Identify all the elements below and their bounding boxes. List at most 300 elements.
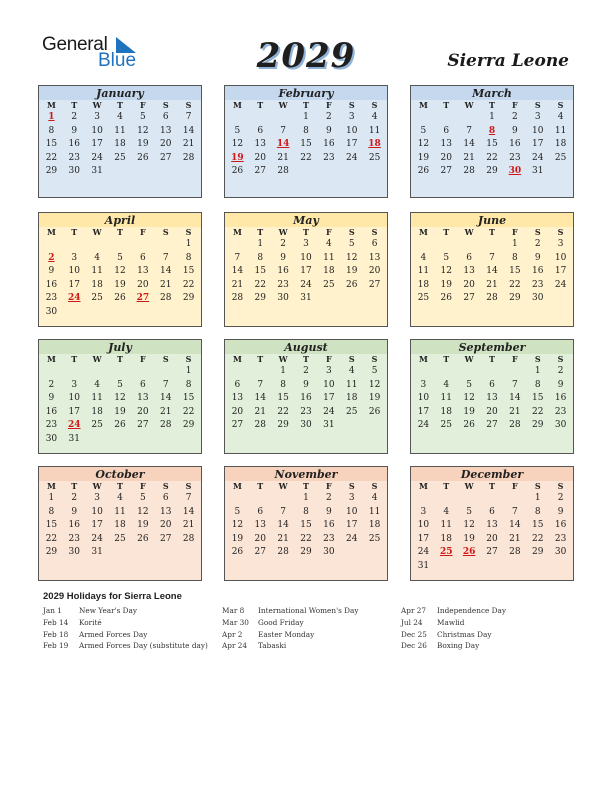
weekday-header-row xyxy=(39,227,201,238)
day-cell: 30 xyxy=(45,306,58,317)
day-cell: 6 xyxy=(466,252,472,263)
day-cell: 18 xyxy=(554,139,567,150)
day-cell: 12 xyxy=(114,266,126,277)
month-march xyxy=(410,85,574,198)
weekday-header: W xyxy=(278,481,288,491)
day-cell: 16 xyxy=(323,520,335,531)
day-cell: 27 xyxy=(440,166,452,177)
weekday-header: T xyxy=(303,481,309,491)
day-cell: 29 xyxy=(531,420,544,431)
weekday-header: F xyxy=(512,354,518,364)
holiday-date: 24 xyxy=(68,420,81,431)
day-cell: 4 xyxy=(348,366,355,376)
day-cell: 8 xyxy=(48,125,55,136)
day-cell: 23 xyxy=(277,279,289,290)
weekday-header: S xyxy=(557,100,564,110)
holiday-name: Armed Forces Day (substitute day) xyxy=(79,641,208,651)
day-cell: 5 xyxy=(420,125,427,136)
day-cell: 17 xyxy=(345,139,358,150)
weekday-header: M xyxy=(232,100,242,110)
empty-day-cell xyxy=(481,238,504,252)
day-cell: 5 xyxy=(348,239,355,249)
country-name: Sierra Leone xyxy=(447,51,569,71)
day-cell: 20 xyxy=(231,406,244,417)
month-september xyxy=(410,339,574,454)
weekday-header: M xyxy=(232,227,242,237)
day-cell: 14 xyxy=(254,393,266,404)
day-cell: 3 xyxy=(557,239,564,249)
empty-day-cell xyxy=(503,365,526,379)
day-cell: 3 xyxy=(348,493,355,503)
day-grid xyxy=(411,365,573,433)
day-cell: 20 xyxy=(486,406,498,417)
day-cell: 10 xyxy=(323,379,335,390)
day-cell: 23 xyxy=(323,152,335,163)
day-cell: 29 xyxy=(45,166,58,177)
day-cell: 23 xyxy=(554,406,567,417)
day-cell: 22 xyxy=(182,279,195,290)
holiday-date-label: Feb 19 xyxy=(43,641,69,651)
holiday-list-item xyxy=(401,629,506,641)
day-cell: 24 xyxy=(554,279,567,290)
day-cell: 18 xyxy=(368,520,381,531)
holiday-date: 14 xyxy=(276,139,290,150)
weekday-header: S xyxy=(371,227,378,237)
day-cell: 3 xyxy=(420,506,427,517)
day-cell: 18 xyxy=(345,393,358,404)
day-cell: 15 xyxy=(45,520,58,531)
day-cell: 18 xyxy=(91,406,103,417)
weekday-header: T xyxy=(489,100,495,110)
weekday-header: T xyxy=(489,481,495,491)
month-title: June xyxy=(411,213,573,227)
day-cell: 14 xyxy=(182,125,195,136)
day-grid xyxy=(411,238,573,306)
weekday-header: W xyxy=(92,100,102,110)
day-cell: 20 xyxy=(159,139,172,150)
day-cell: 30 xyxy=(323,547,335,558)
weekday-header: W xyxy=(278,100,288,110)
day-cell: 12 xyxy=(231,139,244,150)
weekday-header: S xyxy=(557,227,564,237)
day-cell: 14 xyxy=(509,520,521,531)
day-cell: 16 xyxy=(277,266,289,277)
weekday-header: S xyxy=(348,481,355,491)
weekday-header: S xyxy=(185,100,192,110)
month-title: May xyxy=(225,213,387,227)
day-cell: 27 xyxy=(463,293,475,304)
weekday-header: S xyxy=(534,227,541,237)
day-cell: 13 xyxy=(486,393,498,404)
holiday-date: 24 xyxy=(68,293,81,304)
day-cell: 29 xyxy=(531,547,544,558)
day-cell: 5 xyxy=(117,252,123,263)
day-cell: 28 xyxy=(231,293,244,304)
holiday-name: Easter Monday xyxy=(258,629,315,639)
day-cell: 29 xyxy=(277,420,289,431)
empty-day-cell xyxy=(63,238,86,252)
month-title: December xyxy=(411,467,573,481)
calendar-year-title: 2029 xyxy=(256,36,356,76)
day-cell: 1 xyxy=(185,239,192,249)
day-cell: 25 xyxy=(114,533,126,544)
day-cell: 22 xyxy=(531,406,544,417)
day-cell: 2 xyxy=(71,493,78,503)
holiday-date: 30 xyxy=(508,166,522,177)
day-cell: 22 xyxy=(531,533,544,544)
day-cell: 8 xyxy=(185,252,192,263)
weekday-header: W xyxy=(464,481,474,491)
day-cell: 6 xyxy=(234,379,241,390)
day-cell: 11 xyxy=(440,520,452,531)
day-cell: 3 xyxy=(71,379,78,390)
holiday-column xyxy=(401,605,506,652)
day-cell: 22 xyxy=(45,152,58,163)
weekday-header: M xyxy=(418,100,428,110)
day-cell: 4 xyxy=(443,506,450,517)
day-cell: 5 xyxy=(117,379,123,390)
day-cell: 21 xyxy=(277,533,289,544)
day-cell: 9 xyxy=(557,506,564,517)
holiday-date: 2 xyxy=(48,252,55,263)
day-cell: 31 xyxy=(300,293,312,304)
weekday-header-row xyxy=(39,354,201,365)
day-cell: 22 xyxy=(45,533,58,544)
empty-day-cell xyxy=(412,238,435,252)
month-title: February xyxy=(225,86,387,100)
day-cell: 11 xyxy=(368,125,381,136)
weekday-header: M xyxy=(46,227,56,237)
day-cell: 19 xyxy=(114,406,126,417)
month-title: April xyxy=(39,213,201,227)
day-cell: 4 xyxy=(371,493,378,503)
day-cell: 14 xyxy=(463,139,475,150)
day-cell: 14 xyxy=(159,266,172,277)
day-cell: 30 xyxy=(277,293,289,304)
day-cell: 16 xyxy=(531,266,544,277)
day-cell: 31 xyxy=(531,166,544,177)
day-cell: 1 xyxy=(303,493,309,503)
day-cell: 14 xyxy=(509,393,521,404)
day-cell: 21 xyxy=(254,406,266,417)
day-cell: 27 xyxy=(159,533,172,544)
holiday-list-item xyxy=(401,640,506,652)
day-cell: 14 xyxy=(182,506,195,517)
empty-day-cell xyxy=(131,365,154,379)
day-cell: 15 xyxy=(486,139,498,150)
day-cell: 1 xyxy=(303,112,309,122)
weekday-header: S xyxy=(162,100,169,110)
weekday-header: W xyxy=(278,227,288,237)
month-title: January xyxy=(39,86,201,100)
day-cell: 26 xyxy=(114,420,126,431)
day-cell: 18 xyxy=(114,520,126,531)
weekday-header: M xyxy=(46,481,56,491)
weekday-header: S xyxy=(557,481,564,491)
holiday-name: Boxing Day xyxy=(437,641,480,651)
day-cell: 17 xyxy=(417,533,430,544)
day-cell: 25 xyxy=(368,152,381,163)
day-grid xyxy=(225,492,387,560)
day-cell: 5 xyxy=(139,112,146,122)
empty-day-cell xyxy=(109,238,132,252)
day-cell: 12 xyxy=(463,393,475,404)
day-grid xyxy=(39,111,201,179)
weekday-header: T xyxy=(257,481,264,491)
weekday-header: T xyxy=(117,481,123,491)
day-cell: 11 xyxy=(345,379,358,390)
weekday-header: S xyxy=(534,481,541,491)
empty-day-cell xyxy=(226,111,249,125)
day-cell: 16 xyxy=(68,520,80,531)
weekday-header: T xyxy=(117,100,123,110)
day-cell: 7 xyxy=(280,125,286,136)
weekday-header: W xyxy=(92,227,102,237)
weekday-header: M xyxy=(418,227,428,237)
day-cell: 9 xyxy=(325,506,332,517)
day-cell: 11 xyxy=(440,393,452,404)
day-cell: 30 xyxy=(554,547,567,558)
holiday-list-item xyxy=(222,617,358,629)
day-cell: 26 xyxy=(114,293,126,304)
day-cell: 4 xyxy=(443,379,450,390)
day-cell: 21 xyxy=(182,139,195,150)
weekday-header: F xyxy=(140,100,146,110)
day-cell: 3 xyxy=(94,493,100,503)
day-grid xyxy=(39,492,201,560)
day-cell: 24 xyxy=(417,420,430,431)
day-cell: 28 xyxy=(277,166,289,177)
weekday-header-row xyxy=(225,100,387,111)
day-cell: 4 xyxy=(557,112,564,122)
day-cell: 2 xyxy=(325,112,332,122)
holidays-heading: 2029 Holidays for Sierra Leone xyxy=(43,591,182,602)
day-cell: 11 xyxy=(554,125,567,136)
day-cell: 3 xyxy=(303,239,309,249)
weekday-header: T xyxy=(257,100,264,110)
day-cell: 24 xyxy=(417,547,430,558)
day-cell: 21 xyxy=(509,406,521,417)
day-cell: 4 xyxy=(117,493,123,503)
day-cell: 26 xyxy=(345,279,358,290)
holiday-name: Mawlid xyxy=(437,617,465,627)
holiday-list-item xyxy=(43,617,208,629)
holiday-date-label: Jan 1 xyxy=(43,606,62,615)
day-cell: 2 xyxy=(303,366,309,376)
month-january xyxy=(38,85,202,198)
day-cell: 30 xyxy=(68,166,80,177)
day-cell: 21 xyxy=(182,520,195,531)
logo-word-blue: Blue xyxy=(98,50,137,71)
holiday-name: Armed Forces Day xyxy=(79,629,148,639)
day-cell: 26 xyxy=(417,166,430,177)
holiday-name: Tabaski xyxy=(258,641,287,651)
day-cell: 1 xyxy=(534,493,541,503)
day-cell: 29 xyxy=(509,293,521,304)
day-cell: 27 xyxy=(486,547,498,558)
day-cell: 27 xyxy=(486,420,498,431)
day-cell: 7 xyxy=(185,112,192,122)
day-cell: 4 xyxy=(325,239,332,249)
day-cell: 5 xyxy=(443,252,450,263)
day-cell: 11 xyxy=(417,266,430,277)
day-cell: 8 xyxy=(511,252,518,263)
day-cell: 13 xyxy=(486,520,498,531)
day-cell: 7 xyxy=(280,506,286,517)
empty-day-cell xyxy=(40,365,63,379)
day-cell: 15 xyxy=(277,393,289,404)
holiday-name: New Year's Day xyxy=(79,606,138,615)
holiday-date-label: Dec 25 xyxy=(401,629,427,639)
day-cell: 9 xyxy=(48,393,55,404)
holiday-list-item xyxy=(43,640,208,652)
month-november xyxy=(224,466,388,581)
month-july xyxy=(38,339,202,454)
day-cell: 1 xyxy=(48,493,55,503)
day-cell: 8 xyxy=(534,379,541,390)
weekday-header: F xyxy=(326,354,332,364)
day-cell: 14 xyxy=(231,266,244,277)
day-cell: 19 xyxy=(114,279,126,290)
day-grid xyxy=(39,238,201,320)
holiday-date: 26 xyxy=(462,547,476,558)
empty-day-cell xyxy=(412,111,435,125)
day-cell: 15 xyxy=(531,393,544,404)
day-cell: 29 xyxy=(182,420,195,431)
weekday-header: T xyxy=(71,227,78,237)
day-cell: 24 xyxy=(531,152,544,163)
day-cell: 23 xyxy=(45,293,58,304)
weekday-header: F xyxy=(512,100,518,110)
month-december xyxy=(410,466,574,581)
weekday-header: M xyxy=(418,354,428,364)
holiday-list-item xyxy=(222,640,358,652)
day-cell: 13 xyxy=(440,139,452,150)
day-cell: 19 xyxy=(368,393,381,404)
day-cell: 7 xyxy=(466,125,472,136)
day-cell: 20 xyxy=(254,152,266,163)
month-title: October xyxy=(39,467,201,481)
day-cell: 25 xyxy=(440,420,452,431)
day-cell: 13 xyxy=(254,520,266,531)
empty-day-cell xyxy=(249,111,272,125)
weekday-header: F xyxy=(326,227,332,237)
day-cell: 4 xyxy=(371,112,378,122)
holiday-name: Christmas Day xyxy=(437,629,492,639)
month-may xyxy=(224,212,388,327)
weekday-header-row xyxy=(411,100,573,111)
day-cell: 5 xyxy=(371,366,378,376)
weekday-header: T xyxy=(117,227,123,237)
weekday-header: S xyxy=(557,354,564,364)
holiday-date-label: Jul 24 xyxy=(401,617,423,627)
weekday-header: S xyxy=(348,227,355,237)
empty-day-cell xyxy=(481,492,504,506)
day-cell: 22 xyxy=(486,152,498,163)
weekday-header: T xyxy=(71,481,78,491)
day-cell: 3 xyxy=(325,366,332,376)
day-cell: 6 xyxy=(162,112,169,122)
day-cell: 12 xyxy=(368,379,381,390)
weekday-header-row xyxy=(411,227,573,238)
day-cell: 31 xyxy=(417,560,430,571)
weekday-header: M xyxy=(232,481,242,491)
empty-day-cell xyxy=(412,365,435,379)
weekday-header-row xyxy=(225,227,387,238)
month-title: March xyxy=(411,86,573,100)
weekday-header-row xyxy=(39,100,201,111)
day-cell: 10 xyxy=(300,252,312,263)
day-grid xyxy=(225,111,387,179)
weekday-header: W xyxy=(464,354,474,364)
empty-day-cell xyxy=(226,492,249,506)
day-cell: 25 xyxy=(345,406,358,417)
day-cell: 23 xyxy=(554,533,567,544)
holiday-date-label: Feb 18 xyxy=(43,629,69,639)
day-cell: 31 xyxy=(68,433,80,444)
holiday-list-item xyxy=(401,605,506,617)
day-cell: 2 xyxy=(557,366,564,376)
day-cell: 2 xyxy=(557,493,564,503)
weekday-header: T xyxy=(443,227,450,237)
day-cell: 30 xyxy=(554,420,567,431)
day-cell: 7 xyxy=(234,252,241,263)
day-cell: 21 xyxy=(277,152,289,163)
month-title: November xyxy=(225,467,387,481)
holiday-date-label: Apr 27 xyxy=(401,606,427,615)
holiday-list-item xyxy=(222,605,358,617)
day-cell: 28 xyxy=(159,293,172,304)
month-title: July xyxy=(39,340,201,354)
holiday-list-item xyxy=(222,629,358,641)
empty-day-cell xyxy=(249,365,272,379)
weekday-header: M xyxy=(418,481,428,491)
weekday-header: T xyxy=(303,354,309,364)
empty-day-cell xyxy=(458,492,481,506)
month-title: September xyxy=(411,340,573,354)
day-cell: 28 xyxy=(182,152,195,163)
empty-day-cell xyxy=(226,365,249,379)
holiday-date: 18 xyxy=(368,139,381,150)
day-cell: 17 xyxy=(417,406,430,417)
weekday-header: W xyxy=(278,354,288,364)
day-cell: 19 xyxy=(440,279,452,290)
day-cell: 9 xyxy=(534,252,541,263)
day-cell: 5 xyxy=(139,493,146,503)
day-cell: 28 xyxy=(277,547,289,558)
weekday-header: S xyxy=(371,354,378,364)
day-cell: 24 xyxy=(323,406,335,417)
day-cell: 26 xyxy=(137,533,149,544)
day-cell: 15 xyxy=(254,266,266,277)
day-cell: 6 xyxy=(489,506,495,517)
day-grid xyxy=(225,365,387,433)
weekday-header: M xyxy=(232,354,242,364)
day-cell: 26 xyxy=(440,293,452,304)
day-cell: 7 xyxy=(489,252,495,263)
holiday-name: Good Friday xyxy=(258,617,304,627)
weekday-header: F xyxy=(512,481,518,491)
day-cell: 2 xyxy=(48,379,55,390)
day-cell: 17 xyxy=(68,406,80,417)
day-cell: 21 xyxy=(463,152,475,163)
day-cell: 30 xyxy=(531,293,544,304)
day-cell: 6 xyxy=(257,125,264,136)
month-june xyxy=(410,212,574,327)
day-cell: 6 xyxy=(371,239,378,249)
day-cell: 31 xyxy=(91,547,103,558)
day-cell: 28 xyxy=(463,166,475,177)
